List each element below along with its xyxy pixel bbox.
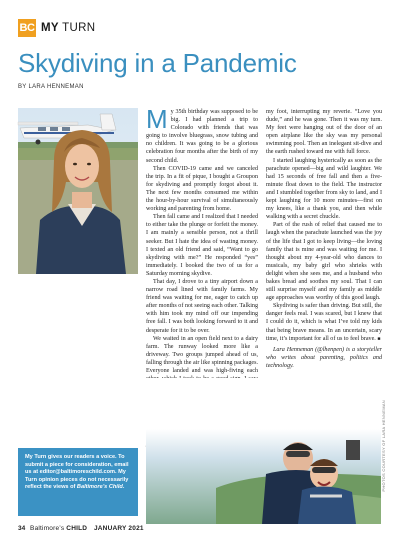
- paragraph: Then fall came and I realized that I needed to either take the plunge or forfeit the money. I am mainly a sensible person, not a thrill seeker. But I hate the idea of wasting money. I texted an old friend and said, “Want to go skydiving with me?” He responded “yes” immediately. I booked the two of us for a Saturday morning skydive.: [146, 214, 258, 277]
- end-mark: ■: [377, 335, 381, 342]
- article-column-1: [146, 104, 258, 376]
- author-photo: [18, 108, 138, 274]
- paragraph: I started laughing hysterically as soon as the parachute opened—big and wild laughter. We had 15 seconds of free fall and then a five-minute float down to the field. The instructor and I stumbled together from sky to land, and I kept laughing for 10 more minutes—first on my knees, like a thank you, and then while walking with a secret chuckle.: [266, 157, 382, 221]
- paragraph: We waited in an open field next to a dairy farm. The runway looked more like a driveway. Two groups jumped ahead of us, falling through the air like spinning packages. Everyone landed and was high-fiving each: [146, 335, 258, 374]
- photo-credit: PHOTOS COURTESY OF LARA HENNEMAN: [381, 400, 386, 492]
- publication-name-b: CHILD: [66, 525, 88, 532]
- article-byline: BY LARA HENNEMAN: [18, 84, 84, 90]
- paragraph: That day, I drove to a tiny airport down a narrow road lined with family farms. My friend was waiting for me, eager to catch up after months of not seeing each other. Talking with him took my mind off our impending free fall. I was both looking forward to it and desperate for it to be over.: [146, 278, 258, 334]
- section-header: [18, 19, 95, 37]
- skydiving-photo: [146, 378, 381, 524]
- author-with-plane-image: [18, 108, 138, 274]
- bc-logo: BC: [18, 19, 36, 37]
- camera-hand: [346, 440, 360, 460]
- paragraph: [266, 302, 382, 342]
- drop-cap: M: [146, 104, 168, 134]
- section-label-turn: TURN: [62, 22, 96, 34]
- paragraph-text: Skydiving is safer than driving. But still, the danger feels real. I was scared, but I knew that I could do it, which is what I’ve told my kids that being brave means. In an uncertain, scary time, it’s important for all of us to feel brave.: [266, 303, 382, 342]
- sidebar-publication: Baltimore’s Child: [76, 484, 123, 491]
- publication-name-a: Baltimore’s: [30, 525, 65, 532]
- sidebar-text: My Turn gives our readers a voice. To submit a piece for consideration, email us at editor@baltimoreschild.com. My Turn opinion pieces do not necessarily reflect the views of: [25, 454, 129, 491]
- page-number: 34: [18, 525, 26, 532]
- paragraph: Part of the rush of relief that caused me to laugh when the parachute launched was the joy of the life that I got to keep living—the loving family that is mine and was waiting for me. I thought about my 4-year-old who dances to musicals, my baby girl who shrieks with delight when she sees me, and a husband who bakes bread and soothes my soul. That I can still surprise myself and my family as middle age approaches was worthy of this good laugh.: [266, 222, 382, 302]
- section-label-my: MY: [41, 22, 59, 34]
- sidebar-text-end: .: [122, 484, 125, 491]
- paragraph: y 35th birthday was supposed to be big. I had planned a trip to Colorado with friends that was going to involve bluegrass, snow tubing and no children. It was going to be a glorious celebration four months after the birth of my second child.: [146, 109, 258, 164]
- article-title: Skydiving in a Pandemic: [18, 48, 297, 78]
- page-footer: [18, 525, 144, 532]
- issue-date: JANUARY 2021: [93, 525, 144, 532]
- paragraph: my foot, interrupting my reverie. “Love you dude,” and he was gone. Then it was my turn. My feet were hanging out of the door of an open airplane like the sky was my personal swimming pool. Then an inelegant sit-dive and the earth rushed toward me with full force.: [266, 109, 382, 156]
- publication-name: [30, 525, 87, 532]
- my-turn-sidebar: [18, 448, 138, 516]
- section-label: [41, 22, 95, 34]
- tandem-skydive-image: [146, 378, 381, 524]
- article-column-2: [266, 108, 382, 376]
- paragraph: Then COVID-19 came and we canceled the trip. In a fit of pique, I bought a Groupon for skydiving and promptly forgot about it. The next few months consumed me within the hour-by-hour survival of simultaneously working and parenting from home.: [146, 165, 258, 213]
- author-bio: Lara Henneman (@lhenpen) is a storyteller who writes about parenting, politics and technology.: [266, 346, 382, 369]
